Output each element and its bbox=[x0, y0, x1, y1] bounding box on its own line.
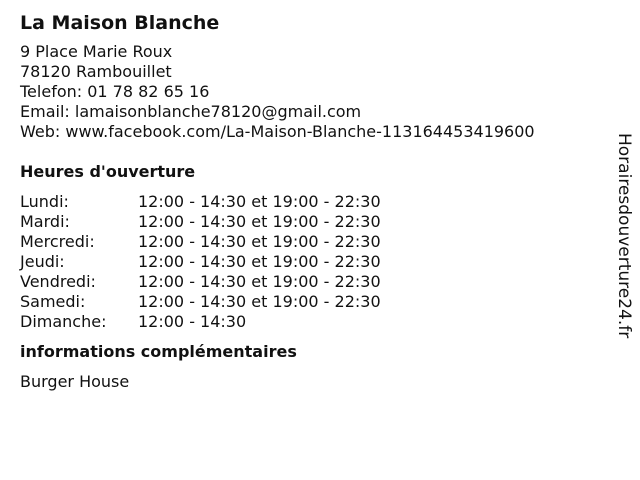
email-address: Email: lamaisonblanche78120@gmail.com bbox=[20, 102, 362, 121]
hours-row-saturday bbox=[20, 292, 610, 312]
hours-row-tuesday bbox=[20, 212, 610, 232]
opening-hours-table bbox=[20, 192, 610, 332]
additional-info-heading: informations complémentaires bbox=[20, 342, 297, 361]
site-watermark: Horairesdouverture24.fr bbox=[614, 133, 634, 339]
time-range: 12:00 - 14:30 et 19:00 - 22:30 bbox=[138, 192, 381, 211]
hours-row-friday bbox=[20, 272, 610, 292]
website-address: Web: www.facebook.com/La-Maison-Blanche-113164453419600 bbox=[20, 122, 535, 141]
city-address: 78120 Rambouillet bbox=[20, 62, 172, 81]
business-card bbox=[20, 10, 610, 392]
business-name: La Maison Blanche bbox=[20, 12, 220, 34]
day-label: Samedi: bbox=[20, 292, 86, 311]
time-range: 12:00 - 14:30 et 19:00 - 22:30 bbox=[138, 272, 381, 291]
hours-row-thursday bbox=[20, 252, 610, 272]
time-range: 12:00 - 14:30 et 19:00 - 22:30 bbox=[138, 212, 381, 231]
day-label: Dimanche: bbox=[20, 312, 107, 331]
opening-hours-heading: Heures d'ouverture bbox=[20, 162, 196, 181]
street-address: 9 Place Marie Roux bbox=[20, 42, 173, 61]
additional-info-text: Burger House bbox=[20, 372, 130, 391]
day-label: Jeudi: bbox=[20, 252, 65, 271]
time-range: 12:00 - 14:30 bbox=[138, 312, 247, 331]
day-label: Mardi: bbox=[20, 212, 70, 231]
time-range: 12:00 - 14:30 et 19:00 - 22:30 bbox=[138, 232, 381, 251]
phone-number: Telefon: 01 78 82 65 16 bbox=[20, 82, 210, 101]
hours-row-wednesday bbox=[20, 232, 610, 252]
hours-row-sunday bbox=[20, 312, 610, 332]
hours-row-monday bbox=[20, 192, 610, 212]
time-range: 12:00 - 14:30 et 19:00 - 22:30 bbox=[138, 292, 381, 311]
contact-details bbox=[20, 42, 610, 142]
time-range: 12:00 - 14:30 et 19:00 - 22:30 bbox=[138, 252, 381, 271]
day-label: Lundi: bbox=[20, 192, 69, 211]
day-label: Mercredi: bbox=[20, 232, 95, 251]
day-label: Vendredi: bbox=[20, 272, 96, 291]
